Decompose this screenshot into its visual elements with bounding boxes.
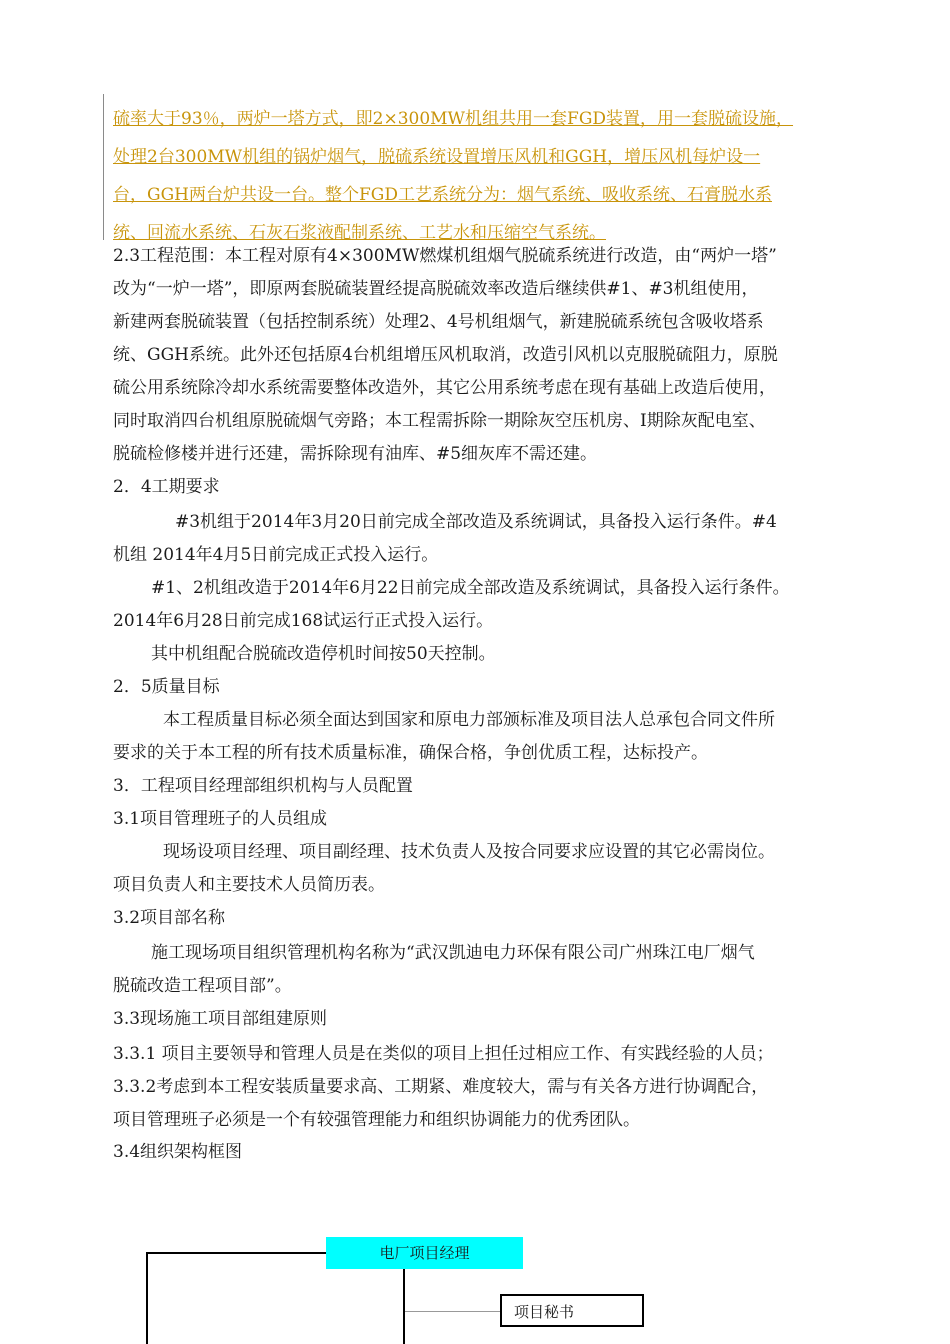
- org-connector: [403, 1269, 405, 1344]
- body-line: 改为“一炉一塔”，即原两套脱硫装置经提高脱硫效率改造后继续供#1、#3机组使用，: [113, 279, 759, 299]
- revised-line: 统、回流水系统、石灰石浆液配制系统、工艺水和压缩空气系统。: [113, 223, 606, 243]
- section-heading: 2．5质量目标: [113, 677, 220, 697]
- section-heading: 3.3现场施工项目部组建原则: [113, 1009, 328, 1029]
- body-line: 2.3工程范围：本工程对原有4×300MW燃煤机组烟气脱硫系统进行改造，由“两炉一塔”: [113, 246, 777, 266]
- org-connector: [405, 1311, 500, 1312]
- org-connector: [146, 1252, 326, 1254]
- body-line: 同时取消四台机组原脱硫烟气旁路；本工程需拆除一期除灰空压机房、I期除灰配电室、: [113, 411, 766, 431]
- body-line: 3.3.1 项目主要领导和管理人员是在类似的项目上担任过相应工作、有实践经验的人员；: [113, 1044, 774, 1064]
- body-line: 新建两套脱硫装置（包括控制系统）处理2、4号机组烟气，新建脱硫系统包含吸收塔系: [113, 312, 764, 332]
- body-line: 脱硫改造工程项目部”。: [113, 976, 292, 996]
- org-box-plant-manager: 电厂项目经理: [326, 1237, 523, 1269]
- body-line: 本工程质量目标必须全面达到国家和原电力部颁标准及项目法人总承包合同文件所: [163, 710, 775, 730]
- body-line: 要求的关于本工程的所有技术质量标准，确保合格，争创优质工程，达标投产。: [113, 743, 708, 763]
- body-line: 机组 2014年4月5日前完成正式投入运行。: [113, 545, 439, 565]
- body-line: #1、2机组改造于2014年6月22日前完成全部改造及系统调试，具备投入运行条件。: [151, 578, 790, 598]
- section-heading: 3.4组织架构框图: [113, 1142, 243, 1162]
- body-line: 现场设项目经理、项目副经理、技术负责人及按合同要求应设置的其它必需岗位。: [163, 842, 775, 862]
- revised-line: 台，GGH两台炉共设一台。整个FGD工艺系统分为：烟气系统、吸收系统、石膏脱水系: [113, 185, 772, 205]
- body-line: #3机组于2014年3月20日前完成全部改造及系统调试，具备投入运行条件。#4: [175, 512, 777, 532]
- body-line: 施工现场项目组织管理机构名称为“武汉凯迪电力环保有限公司广州珠江电厂烟气: [151, 943, 755, 963]
- section-heading: 2．4工期要求: [113, 477, 220, 497]
- body-line: 项目管理班子必须是一个有较强管理能力和组织协调能力的优秀团队。: [113, 1110, 640, 1130]
- org-connector: [146, 1252, 148, 1344]
- body-line: 硫公用系统除冷却水系统需要整体改造外，其它公用系统考虑在现有基础上改造后使用，: [113, 378, 776, 398]
- section-heading: 3．工程项目经理部组织机构与人员配置: [113, 776, 413, 796]
- org-box-secretary: 项目秘书: [500, 1294, 644, 1327]
- revised-line: 硫率大于93％，两炉一塔方式，即2×300MW机组共用一套FGD装置，用一套脱硫设施，: [113, 109, 794, 129]
- section-heading: 3.1项目管理班子的人员组成: [113, 809, 328, 829]
- section-heading: 3.2项目部名称: [113, 908, 226, 928]
- body-line: 3.3.2考虑到本工程安装质量要求高、工期紧、难度较大，需与有关各方进行协调配合，: [113, 1077, 769, 1097]
- body-line: 项目负责人和主要技术人员简历表。: [113, 875, 385, 895]
- revision-bar: [103, 94, 104, 240]
- body-line: 统、GGH系统。此外还包括原4台机组增压风机取消，改造引风机以克服脱硫阻力，原脱: [113, 345, 778, 365]
- revised-line: 处理2台300MW机组的锅炉烟气，脱硫系统设置增压风机和GGH，增压风机每炉设一: [113, 147, 761, 167]
- body-line: 2014年6月28日前完成168试运行正式投入运行。: [113, 611, 494, 631]
- body-line: 脱硫检修楼并进行还建，需拆除现有油库、#5细灰库不需还建。: [113, 444, 598, 464]
- body-line: 其中机组配合脱硫改造停机时间按50天控制。: [151, 644, 496, 664]
